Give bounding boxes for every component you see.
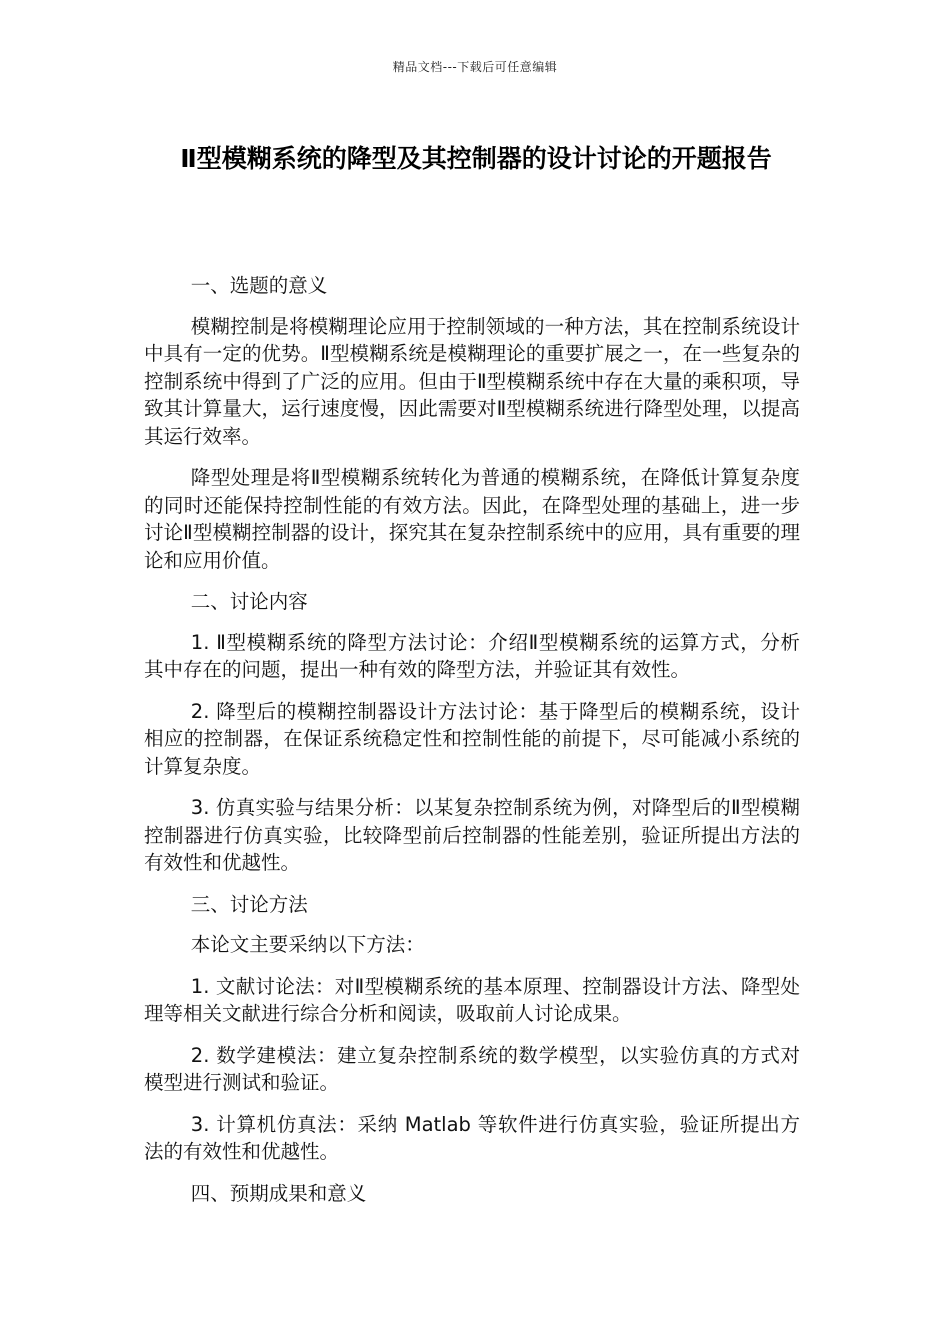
document-title: Ⅱ型模糊系统的降型及其控制器的设计讨论的开题报告	[180, 144, 772, 173]
section-heading-content: 二、讨论内容	[190, 590, 308, 613]
paragraph: 模糊控制是将模糊理论应用于控制领域的一种方法，其在控制系统设计中具有一定的优势。Ⅱ型模糊系统是模糊理论的重要扩展之一，在一些复杂的控制系统中得到了广泛的应用。但由于Ⅱ型模糊系统中存在大量的乘积项，导致其计算量大，运行速度慢，因此需要对Ⅱ型模糊系统进行降型处理，以提高其运行效率。	[144, 314, 800, 448]
list-item: 2. 降型后的模糊控制器设计方法讨论：基于降型后的模糊系统，设计相应的控制器，在保证系统稳定性和控制性能的前提下，尽可能减小系统的计算复杂度。	[144, 699, 800, 778]
list-item: 2. 数学建模法：建立复杂控制系统的数学模型，以实验仿真的方式对模型进行测试和验证。	[144, 1043, 800, 1094]
section-heading-outcomes: 四、预期成果和意义	[190, 1181, 367, 1205]
list-item: 1. Ⅱ型模糊系统的降型方法讨论：介绍Ⅱ型模糊系统的运算方式，分析其中存在的问题，提出一种有效的降型方法，并验证其有效性。	[144, 630, 800, 681]
list-item: 3. 仿真实验与结果分析：以某复杂控制系统为例，对降型后的Ⅱ型模糊控制器进行仿真实验，比较降型前后控制器的性能差别，验证所提出方法的有效性和优越性。	[144, 796, 800, 874]
paragraph: 本论文主要采纳以下方法：	[190, 933, 425, 956]
list-item: 3. 计算机仿真法：采纳 Matlab 等软件进行仿真实验，验证所提出方法的有效性和优越性。	[144, 1112, 800, 1163]
section-heading-methods: 三、讨论方法	[190, 892, 308, 916]
paragraph: 降型处理是将Ⅱ型模糊系统转化为普通的模糊系统，在降低计算复杂度的同时还能保持控制性能的有效方法。因此，在降型处理的基础上，进一步讨论Ⅱ型模糊控制器的设计，探究其在复杂控制系统中的应用，具有重要的理论和应用价值。	[144, 466, 800, 572]
list-item: 1. 文献讨论法：对Ⅱ型模糊系统的基本原理、控制器设计方法、降型处理等相关文献进行综合分析和阅读，吸取前人讨论成果。	[144, 974, 800, 1025]
section-heading-significance: 一、选题的意义	[190, 274, 328, 297]
header-note: 精品文档---下载后可任意编辑	[392, 60, 558, 74]
document-body	[144, 272, 800, 1220]
